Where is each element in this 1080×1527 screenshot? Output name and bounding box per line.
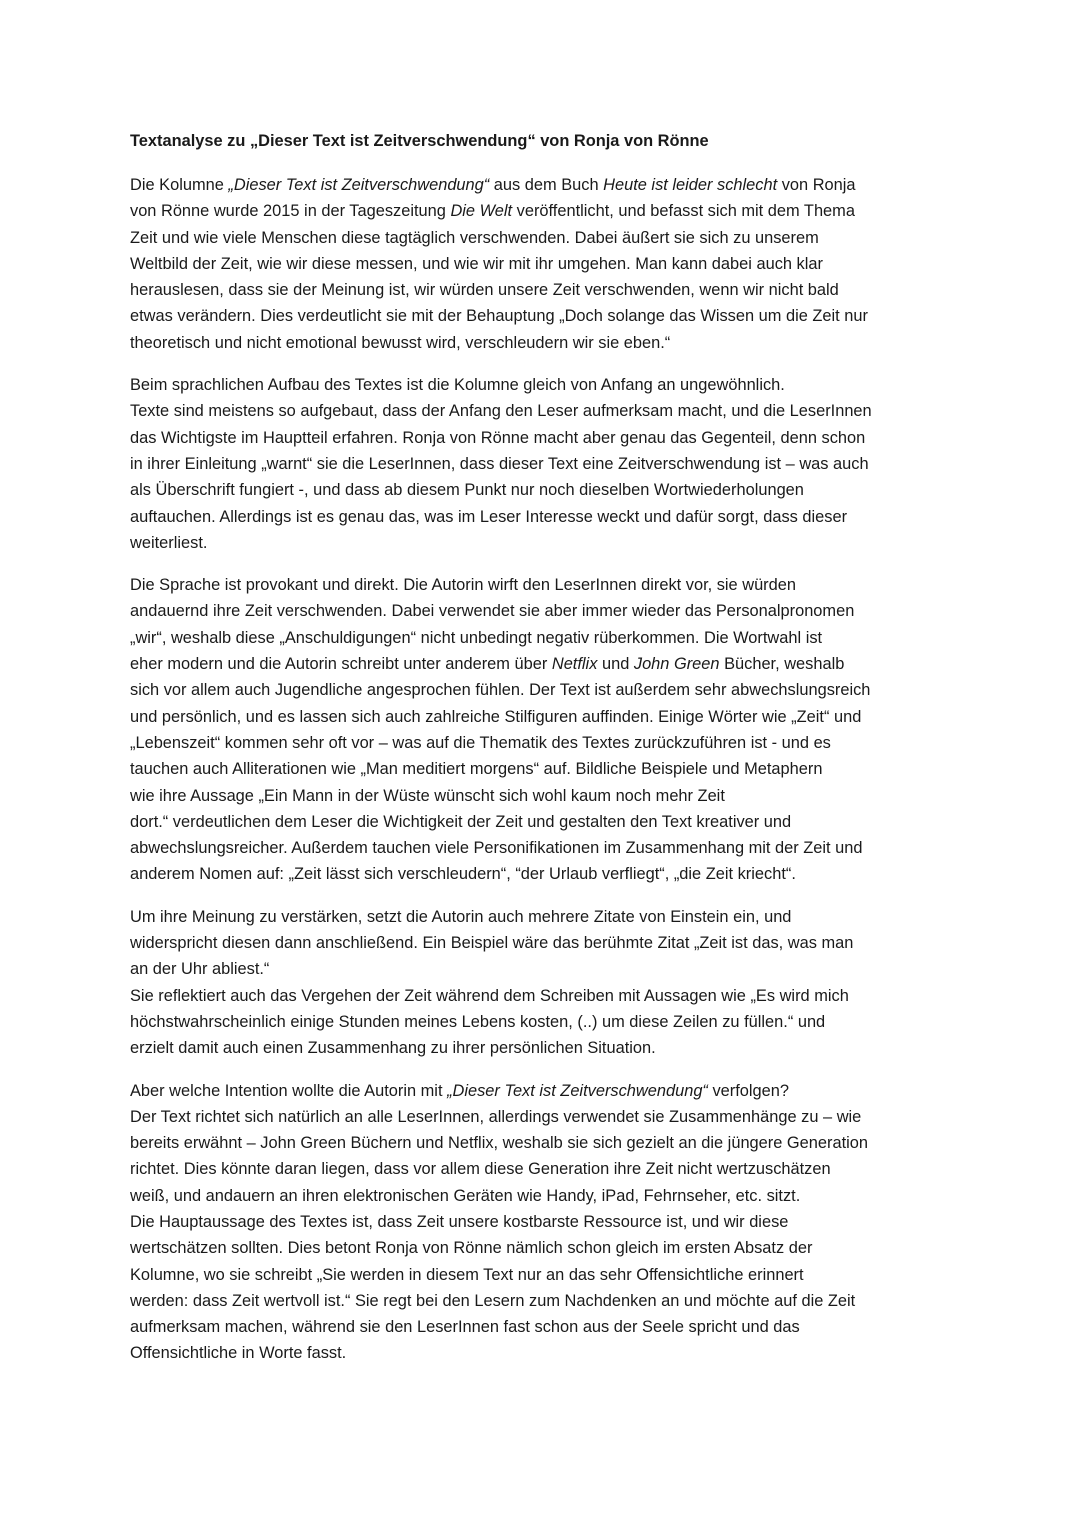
text-line: [130, 1078, 965, 1104]
paragraph: [130, 572, 965, 888]
text-line: [130, 451, 965, 477]
text-segment: wertschätzen sollten. Dies betont Ronja von Rönne nämlich schon gleich im ersten Absatz der: [130, 1239, 813, 1258]
text-segment: von Ronja: [777, 176, 856, 194]
text-line: [130, 904, 965, 930]
text-line: [130, 1288, 965, 1314]
text-segment: bereits erwähnt – John Green Büchern und Netflix, weshalb sie sich gezielt an die jüngere Generation: [130, 1134, 869, 1153]
text-line: [130, 572, 965, 598]
text-segment: abwechslungsreicher. Außerdem tauchen viele Personifikationen im Zusammenhang mit der Zeit und: [130, 839, 863, 858]
text-segment: höchstwahrscheinlich einige Stunden meines Lebens kosten, (..) um diese Zeilen zu füllen.“ und: [130, 1012, 826, 1031]
text-segment: von Rönne wurde 2015 in der Tageszeitung: [130, 202, 451, 221]
text-line: [130, 303, 965, 329]
text-segment: das Wichtigste im Hauptteil erfahren. Ronja von Rönne macht aber genau das Gegenteil, denn schon: [130, 428, 866, 447]
text-line: [130, 625, 965, 651]
text-segment: eher modern und die Autorin schreibt unter anderem über: [130, 655, 552, 674]
text-segment: Zeit und wie viele Menschen diese tagtäglich verschwenden. Dabei äußert sie sich zu unserem: [130, 228, 819, 247]
text-line: [130, 372, 965, 398]
text-segment: aufmerksam machen, während sie den LeserInnen fast schon aus der Seele spricht und das: [130, 1318, 800, 1337]
text-line: [130, 172, 965, 198]
text-line: [130, 425, 965, 451]
text-line: [130, 1156, 965, 1182]
text-line: [130, 198, 965, 224]
text-segment: in ihrer Einleitung „warnt“ sie die LeserInnen, dass dieser Text eine Zeitverschwendung ist – was auch: [130, 454, 869, 473]
text-segment: Offensichtliche in Worte fasst.: [130, 1344, 347, 1363]
text-line: [130, 956, 965, 982]
text-segment: richtet. Dies könnte daran liegen, dass vor allem diese Generation ihre Zeit nicht wertzuschätzen: [130, 1160, 831, 1179]
text-line: [130, 983, 965, 1009]
text-line: [130, 677, 965, 703]
text-line: [130, 756, 965, 782]
text-line: [130, 251, 965, 277]
text-segment: an der Uhr abliest.“: [130, 960, 270, 979]
text-segment: „Lebenszeit“ kommen sehr oft vor – was auf die Thematik des Textes zurückzuführen ist - und es: [130, 733, 831, 752]
text-segment: Beim sprachlichen Aufbau des Textes ist die Kolumne gleich von Anfang an ungewöhnlich.: [130, 376, 785, 395]
text-segment: herauslesen, dass sie der Meinung ist, wir würden unsere Zeit verschwenden, wenn wir nicht bald: [130, 281, 839, 300]
italic-text: Netflix: [551, 655, 598, 674]
text-segment: widerspricht diesen dann anschließend. Ein Beispiel wäre das berühmte Zitat „Zeit ist das, was man: [130, 934, 854, 953]
italic-text: „Dieser Text ist Zeitverschwendung“: [228, 176, 490, 194]
text-line: [130, 730, 965, 756]
document-body: [130, 172, 965, 1367]
text-segment: theoretisch und nicht emotional bewusst wird, verschleudern wir sie eben.“: [130, 333, 671, 352]
text-segment: auftauchen. Allerdings ist es genau das, was im Leser Interesse weckt und dafür sorgt, dass dieser: [130, 507, 848, 526]
text-segment: Bücher, weshalb: [719, 655, 845, 674]
text-line: [130, 1130, 965, 1156]
text-line: [130, 598, 965, 624]
text-segment: Aber welche Intention wollte die Autorin mit: [130, 1081, 448, 1100]
text-line: [130, 1104, 965, 1130]
text-segment: Sie reflektiert auch das Vergehen der Zeit während dem Schreiben mit Aussagen wie „Es wird mich: [130, 986, 849, 1005]
text-line: [130, 225, 965, 251]
text-segment: aus dem Buch: [489, 176, 604, 194]
text-segment: und: [597, 655, 634, 674]
text-segment: als Überschrift fungiert -, und dass ab diesem Punkt nur noch dieselben Wortwiederholungen: [130, 481, 804, 500]
text-line: [130, 1262, 965, 1288]
text-line: [130, 651, 965, 677]
text-line: [130, 504, 965, 530]
text-line: [130, 861, 965, 887]
text-line: [130, 1235, 965, 1261]
text-line: [130, 809, 965, 835]
text-segment: Kolumne, wo sie schreibt „Sie werden in diesem Text nur an das sehr Offensichtliche erinnert: [130, 1265, 804, 1284]
text-segment: weiterliest.: [130, 533, 208, 552]
text-line: [130, 277, 965, 303]
text-segment: dort.“ verdeutlichen dem Leser die Wichtigkeit der Zeit und gestalten den Text kreativer und: [130, 812, 792, 831]
text-line: [130, 930, 965, 956]
text-line: [130, 835, 965, 861]
text-segment: etwas verändern. Dies verdeutlicht sie mit der Behauptung „Doch solange das Wissen um die Zeit nur: [130, 307, 868, 326]
paragraph: [130, 172, 965, 356]
text-segment: Die Hauptaussage des Textes ist, dass Zeit unsere kostbarste Ressource ist, und wir diese: [130, 1212, 789, 1231]
text-line: [130, 704, 965, 730]
text-segment: tauchen auch Alliterationen wie „Man meditiert morgens“ auf. Bildliche Beispiele und Metaphern: [130, 760, 823, 779]
text-line: [130, 1183, 965, 1209]
text-line: [130, 1314, 965, 1340]
text-segment: Um ihre Meinung zu verstärken, setzt die Autorin auch mehrere Zitate von Einstein ein, und: [130, 907, 792, 926]
text-segment: andauernd ihre Zeit verschwenden. Dabei verwendet sie aber immer wieder das Personalpronomen: [130, 602, 855, 621]
text-segment: wie ihre Aussage „Ein Mann in der Wüste wünscht sich wohl kaum noch mehr Zeit: [130, 786, 725, 805]
text-segment: erzielt damit auch einen Zusammenhang zu ihrer persönlichen Situation.: [130, 1039, 656, 1058]
text-line: [130, 477, 965, 503]
text-segment: „wir“, weshalb diese „Anschuldigungen“ nicht unbedingt negativ rüberkommen. Die Wortwahl ist: [130, 628, 823, 647]
text-segment: Der Text richtet sich natürlich an alle LeserInnen, allerdings verwendet sie Zusammenhänge zu – wie: [130, 1107, 862, 1126]
text-line: [130, 530, 965, 556]
text-line: [130, 783, 965, 809]
italic-text: John Green: [633, 655, 720, 674]
text-segment: werden: dass Zeit wertvoll ist.“ Sie regt bei den Lesern zum Nachdenken an und möchte auf die Zeit: [130, 1291, 856, 1310]
paragraph: [130, 372, 965, 556]
text-line: [130, 1209, 965, 1235]
paragraph: [130, 904, 965, 1062]
text-line: [130, 330, 965, 356]
italic-text: Die Welt: [450, 202, 513, 221]
text-line: [130, 1035, 965, 1061]
text-segment: Die Sprache ist provokant und direkt. Die Autorin wirft den LeserInnen direkt vor, sie würden: [130, 576, 796, 595]
text-segment: Texte sind meistens so aufgebaut, dass der Anfang den Leser aufmerksam macht, und die LeserInnen: [130, 402, 872, 421]
document-title: Textanalyse zu „Dieser Text ist Zeitverschwendung“ von Ronja von Rönne: [130, 132, 709, 150]
italic-text: „Dieser Text ist Zeitverschwendung“: [447, 1081, 708, 1100]
paragraph: [130, 1078, 965, 1367]
document-page: [130, 128, 965, 1383]
text-segment: veröffentlicht, und befasst sich mit dem Thema: [512, 202, 855, 221]
text-line: [130, 1009, 965, 1035]
text-line: [130, 1340, 965, 1366]
italic-text: Heute ist leider schlecht: [603, 176, 778, 194]
text-segment: Weltbild der Zeit, wie wir diese messen, und wie wir mit ihr umgehen. Man kann dabei auch klar: [130, 254, 823, 273]
text-segment: Die Kolumne: [130, 176, 229, 194]
text-segment: sich vor allem auch Jugendliche angesprochen fühlen. Der Text ist außerdem sehr abwechslungsreich: [130, 681, 871, 700]
text-segment: weiß, und andauern an ihren elektronischen Geräten wie Handy, iPad, Fehrnseher, etc. sitzt.: [130, 1186, 801, 1205]
text-line: [130, 398, 965, 424]
text-segment: anderem Nomen auf: „Zeit lässt sich verschleudern“, “der Urlaub verfliegt“, „die Zeit kriecht“.: [130, 865, 796, 884]
text-segment: und persönlich, und es lassen sich auch zahlreiche Stilfiguren auffinden. Einige Wörter wie „Zeit“ und: [130, 707, 862, 726]
text-segment: verfolgen?: [707, 1081, 790, 1100]
